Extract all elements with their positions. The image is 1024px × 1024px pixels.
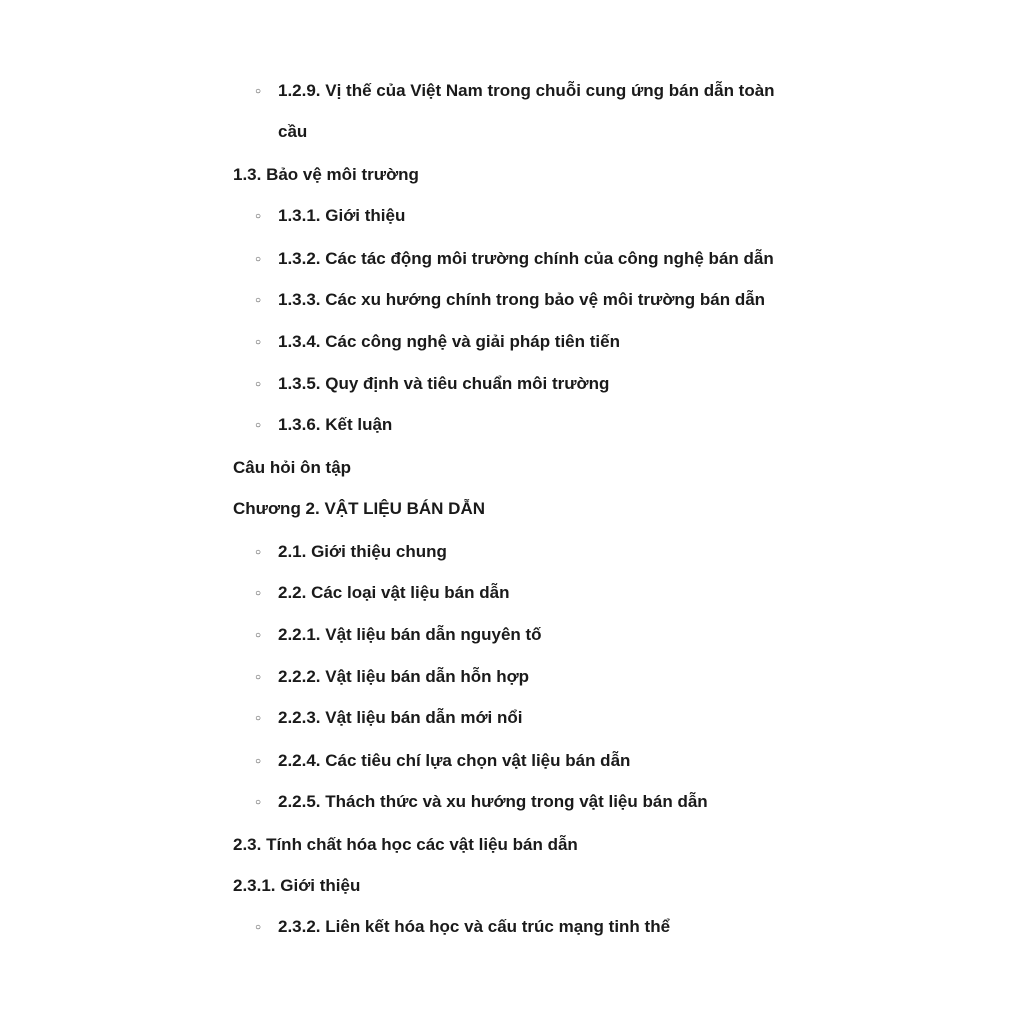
toc-item-2-3-2 [255, 917, 671, 937]
toc-item-text: 2.2.2. Vật liệu bán dẫn hỗn hợp [278, 667, 530, 686]
toc-item-1-3-6 [255, 415, 393, 435]
toc-item-text: 2.2.3. Vật liệu bán dẫn mới nổi [278, 708, 523, 727]
toc-item-text: 2.1. Giới thiệu chung [278, 542, 447, 561]
toc-item-text: 1.3.5. Quy định và tiêu chuẩn môi trường [278, 374, 610, 393]
toc-heading-2-3-1 [233, 876, 360, 896]
toc-item-continuation [278, 122, 307, 142]
toc-item-2-2-4 [255, 751, 631, 771]
bullet-icon: ○ [255, 672, 262, 683]
bullet-icon: ○ [255, 588, 262, 599]
toc-item-text: 1.3.4. Các công nghệ và giải pháp tiên tiến [278, 332, 620, 351]
toc-item-text: 1.3.2. Các tác động môi trường chính của công nghệ bán dẫn [278, 249, 774, 268]
toc-heading-text: 2.3. Tính chất hóa học các vật liệu bán dẫn [233, 835, 578, 854]
toc-item-text: 1.2.9. Vị thế của Việt Nam trong chuỗi cung ứng bán dẫn toàn [278, 81, 775, 100]
toc-item-1-3-3 [255, 290, 766, 310]
toc-item-text: 2.2.1. Vật liệu bán dẫn nguyên tố [278, 625, 542, 644]
toc-heading-text: Câu hỏi ôn tập [233, 458, 352, 477]
bullet-icon: ○ [255, 420, 262, 431]
toc-item-text: 1.3.3. Các xu hướng chính trong bảo vệ môi trường bán dẫn [278, 290, 766, 309]
toc-item-text: 1.3.6. Kết luận [278, 415, 393, 434]
bullet-icon: ○ [255, 630, 262, 641]
toc-item-text: 2.3.2. Liên kết hóa học và cấu trúc mạng tinh thể [278, 917, 671, 936]
toc-item-text: 2.2.5. Thách thức và xu hướng trong vật liệu bán dẫn [278, 792, 708, 811]
toc-item-2-2 [255, 583, 510, 603]
toc-item-2-2-1 [255, 625, 542, 645]
toc-item-2-2-5 [255, 792, 708, 812]
bullet-icon: ○ [255, 379, 262, 390]
toc-item-1-3-4 [255, 332, 620, 352]
toc-item-1-3-2 [255, 249, 774, 269]
bullet-icon: ○ [255, 797, 262, 808]
toc-heading-text: 2.3.1. Giới thiệu [233, 876, 361, 895]
toc-item-1-3-5 [255, 374, 610, 394]
toc-item-text: 2.2.4. Các tiêu chí lựa chọn vật liệu bán dẫn [278, 751, 631, 770]
toc-item-text: cầu [278, 122, 308, 141]
toc-heading-review-questions [233, 458, 351, 478]
bullet-icon: ○ [255, 211, 262, 222]
bullet-icon: ○ [255, 922, 262, 933]
toc-item-1-2-9 [255, 81, 775, 101]
bullet-icon: ○ [255, 713, 262, 724]
bullet-icon: ○ [255, 86, 262, 97]
toc-heading-text: Chương 2. VẬT LIỆU BÁN DẪN [233, 499, 486, 518]
toc-item-text: 2.2. Các loại vật liệu bán dẫn [278, 583, 510, 602]
toc-heading-chapter-2 [233, 499, 485, 519]
bullet-icon: ○ [255, 254, 262, 265]
toc-item-2-1 [255, 542, 447, 562]
toc-item-2-2-2 [255, 667, 530, 687]
bullet-icon: ○ [255, 547, 262, 558]
toc-item-2-2-3 [255, 708, 523, 728]
bullet-icon: ○ [255, 295, 262, 306]
toc-heading-text: 1.3. Bảo vệ môi trường [233, 165, 419, 184]
bullet-icon: ○ [255, 756, 262, 767]
toc-item-text: 1.3.1. Giới thiệu [278, 206, 406, 225]
toc-item-1-3-1 [255, 206, 406, 226]
bullet-icon: ○ [255, 337, 262, 348]
toc-heading-2-3 [233, 835, 578, 855]
toc-heading-1-3 [233, 165, 419, 185]
